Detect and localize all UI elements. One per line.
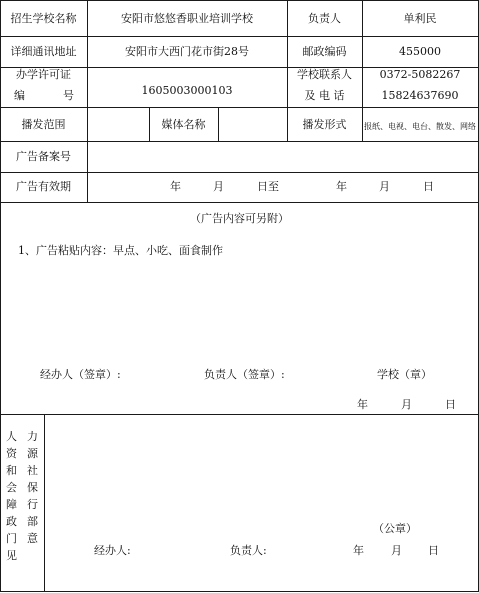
opinion-principal-label: 负责人:: [230, 544, 267, 557]
contact-label-line1: 学校联系人: [297, 68, 352, 81]
opinion-label-col-1: 人 资 和 会 障 政 门 见: [6, 430, 17, 562]
table-line: [0, 107, 479, 108]
content-day: 日: [445, 398, 456, 411]
phone-1: 0372-5082267: [379, 68, 461, 81]
valid-label: 广告有效期: [16, 180, 71, 193]
principal-sign-label: 负责人（签章）:: [204, 368, 285, 381]
address-value: 安阳市大西门花市街28号: [125, 45, 249, 58]
valid-year-1: 年: [170, 180, 181, 193]
record-label: 广告备案号: [16, 150, 71, 163]
valid-day-to: 日至: [257, 180, 279, 193]
table-line: [0, 172, 479, 173]
opinion-year: 年: [353, 544, 364, 557]
license-label-line2b: 号: [63, 89, 74, 102]
license-label-line2a: 编: [14, 89, 25, 102]
principal-value: 单利民: [403, 12, 437, 25]
form-label: 播发形式: [302, 118, 347, 131]
license-label-line1: 办学许可证: [16, 68, 71, 81]
content-year: 年: [357, 398, 368, 411]
valid-month-2: 月: [379, 180, 390, 193]
postcode-label: 邮政编码: [302, 45, 347, 58]
school-name-value: 安阳市悠悠香职业培训学校: [121, 12, 253, 25]
table-line: [87, 0, 88, 202]
opinion-handler-label: 经办人:: [94, 544, 131, 557]
form-value: 报纸、电视、电台、散发、网络: [364, 122, 476, 131]
contact-label-line2: 及 电 话: [304, 89, 345, 102]
valid-month-1: 月: [213, 180, 224, 193]
license-number: 1605003000103: [141, 84, 233, 97]
valid-year-2: 年: [336, 180, 347, 193]
handler-sign-label: 经办人（签章）:: [40, 368, 121, 381]
scope-label: 播发范围: [21, 118, 66, 131]
official-seal-label: （公章）: [373, 522, 417, 535]
address-label: 详细通讯地址: [10, 45, 77, 58]
media-label: 媒体名称: [161, 118, 206, 131]
table-line: [44, 414, 45, 592]
content-note: （广告内容可另附）: [190, 212, 289, 225]
school-seal-label: 学校（章）: [377, 368, 432, 381]
table-line: [0, 591, 479, 592]
content-month: 月: [401, 398, 412, 411]
principal-label: 负责人: [308, 12, 341, 25]
table-line: [0, 414, 479, 415]
content-item-1: 1、广告粘贴内容：早点、小吃、面食制作: [18, 244, 223, 257]
table-line: [0, 141, 479, 142]
valid-day-2: 日: [423, 180, 434, 193]
postcode-value: 455000: [399, 45, 441, 58]
opinion-day: 日: [428, 544, 439, 557]
table-line: [0, 202, 479, 203]
phone-2: 15824637690: [381, 89, 459, 102]
opinion-month: 月: [391, 544, 402, 557]
table-line: [0, 0, 1, 592]
school-name-label: 招生学校名称: [10, 12, 77, 25]
table-line: [218, 107, 219, 141]
table-line: [0, 36, 479, 37]
table-line: [0, 0, 479, 1]
opinion-label-col-2: 力 源 社 保 行 部 意: [27, 430, 38, 545]
